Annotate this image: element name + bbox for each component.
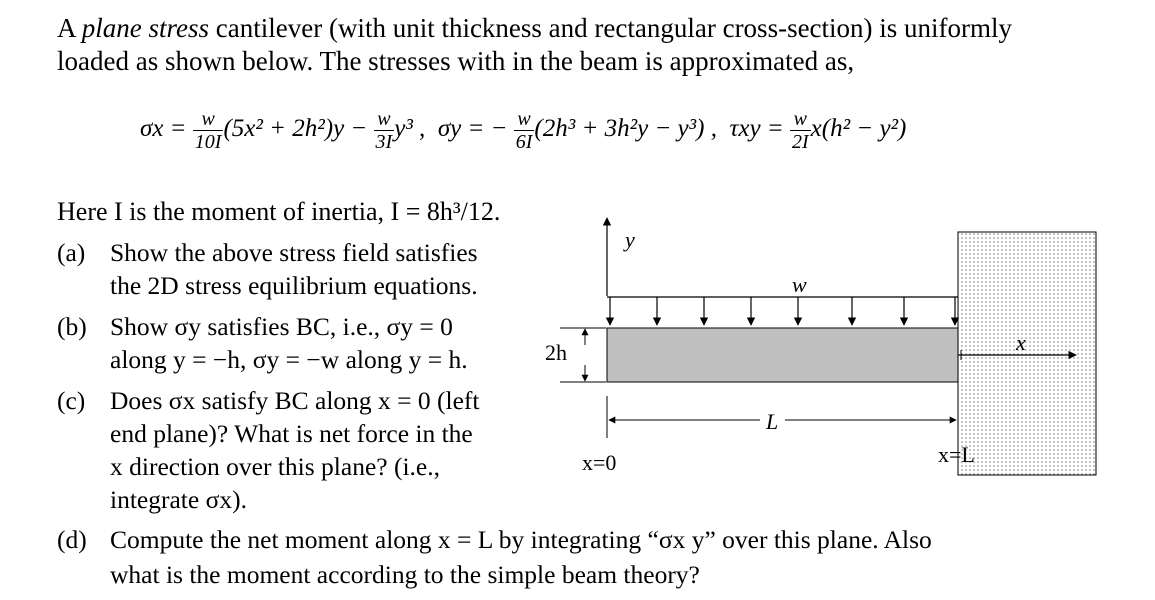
- intro-line-2: loaded as shown below. The stresses with in the beam is approximated as,: [57, 46, 855, 76]
- sigma-x-lhs: σx =: [140, 115, 187, 143]
- question-b-label: (b): [57, 312, 87, 341]
- question-d-label: (d): [57, 525, 87, 554]
- height-label: 2h: [545, 340, 567, 365]
- xL-label: x=L: [938, 442, 975, 467]
- question-a-line-1: Show the above stress field satisfies: [110, 238, 478, 267]
- question-c-line-1: Does σx satisfy BC along x = 0 (left: [110, 386, 480, 415]
- question-d-line-1: Compute the net moment along x = L by integrating “σx y” over this plane. Also: [110, 525, 932, 554]
- question-c-line-4: integrate σx).: [110, 485, 247, 514]
- sigma-y-lhs: σy = −: [437, 115, 508, 143]
- x0-label: x=0: [582, 450, 617, 475]
- sigma-y-rhs: (2h³ + 3h²y − y³) ,: [534, 115, 717, 143]
- x-axis-label: x: [1016, 330, 1026, 355]
- question-c-line-2: end plane)? What is net force in the: [110, 419, 473, 448]
- question-c-label: (c): [57, 386, 86, 415]
- sigma-x-end: y³ ,: [394, 115, 426, 143]
- sigma-y-fraction: $\frac{w}{6I}$: [515, 108, 533, 153]
- question-c-line-3: x direction over this plane? (i.e.,: [110, 452, 440, 481]
- load-label: w: [792, 272, 807, 297]
- beam: [607, 328, 958, 382]
- load-arrows: [610, 297, 955, 325]
- question-a-label: (a): [57, 238, 86, 267]
- question-b-line-1: Show σy satisfies BC, i.e., σy = 0: [110, 312, 453, 341]
- length-label: L: [766, 409, 779, 434]
- question-d-line-2: what is the moment according to the simple beam theory?: [110, 560, 700, 589]
- sigma-x-fraction-2: $\frac{w}{3I}$: [375, 108, 393, 153]
- fixed-wall: [958, 232, 1096, 475]
- tau-xy-fraction: $\frac{w}{2I}$: [792, 108, 809, 153]
- inertia-definition: Here I is the moment of inertia, I = 8h³/12.: [57, 197, 501, 226]
- sigma-x-middle: (5x² + 2h²)y −: [223, 115, 368, 143]
- question-a-line-2: the 2D stress equilibrium equations.: [110, 271, 478, 300]
- question-b-line-2: along y = −h, σy = −w along y = h.: [110, 345, 468, 374]
- y-axis-label: y: [625, 227, 635, 252]
- tau-xy-lhs: τxy =: [729, 115, 784, 143]
- intro-line-1: A plane stress cantilever (with unit thickness and rectangular cross-section) is uniformly: [57, 13, 1013, 43]
- tau-xy-rhs: x(h² − y²): [810, 115, 907, 143]
- sigma-x-fraction-1: $\frac{w}{10I}$: [194, 108, 222, 153]
